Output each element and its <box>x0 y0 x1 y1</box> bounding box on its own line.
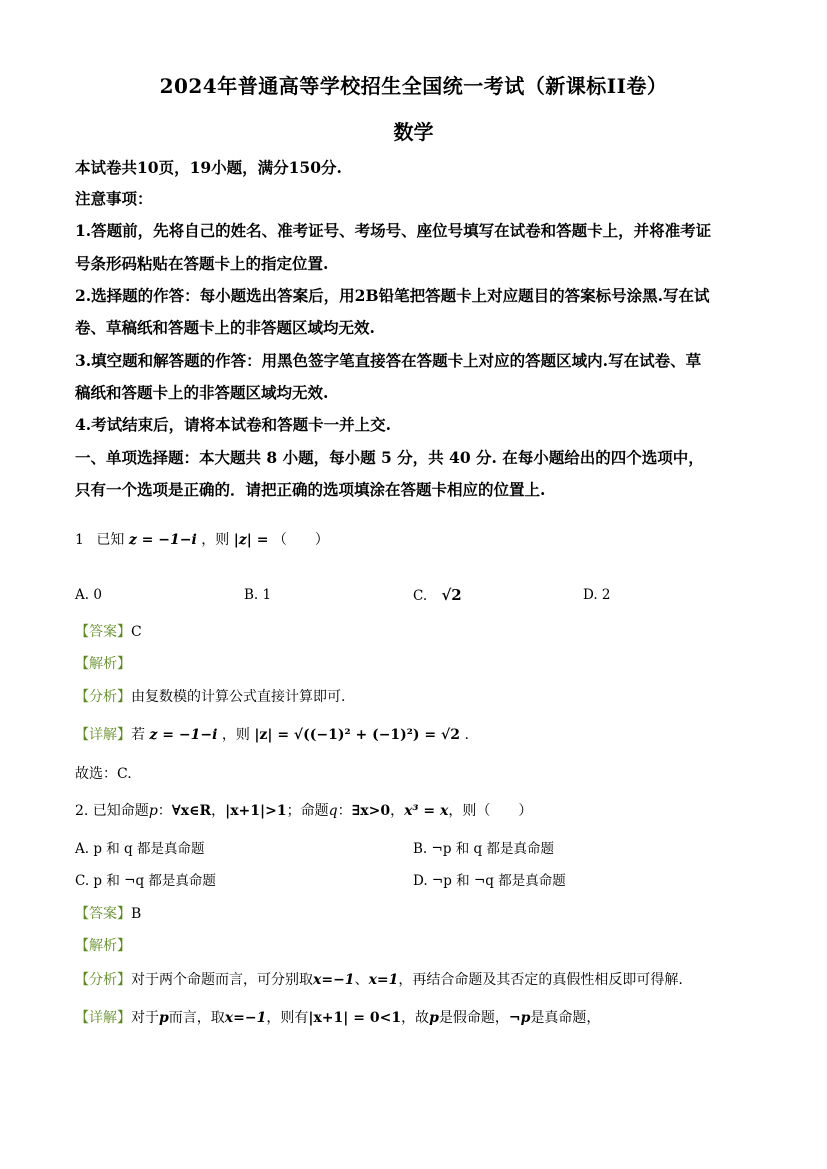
fenxi-text: 对于两个命题而言，可分别取 <box>131 972 313 988</box>
option-d: D. 2 <box>583 587 611 603</box>
stem-text: ， <box>390 803 405 819</box>
analysis-label-line <box>75 936 131 956</box>
question-2-stem <box>75 801 532 821</box>
question-1-stem <box>75 530 329 550</box>
fenxi-text: 、 <box>354 972 369 988</box>
math-expr: x=1 <box>368 972 399 988</box>
notice-1a: 1.答题前，先将自己的姓名、准考证号、考场号、座位号填写在试卷和答题卡上，并将准考证 <box>75 221 712 240</box>
math-var: p <box>148 803 158 819</box>
xiangjie-label: 【详解】 <box>75 727 131 743</box>
math-expr: ∃x>0 <box>351 803 391 819</box>
answer-value: B <box>131 906 142 922</box>
notice-1b: 号条形码粘贴在答题卡上的指定位置. <box>75 254 329 273</box>
xiangjie-text: ，则有 <box>266 1010 309 1026</box>
stem-paren: （ ） <box>272 532 329 548</box>
notice-4: 4.考试结束后，请将本试卷和答题卡一并上交. <box>75 415 392 434</box>
section-1b: 只有一个选项是正确的．请把正确的选项填涂在答题卡相应的位置上. <box>75 480 546 499</box>
fenxi-label: 【分析】 <box>75 689 131 705</box>
conclusion-line: 故选：C. <box>75 766 132 782</box>
xiangjie-end: . <box>464 727 469 743</box>
math-expr: |x+1| = 0<1 <box>308 1010 402 1026</box>
stem-text: ，则（ ） <box>448 803 533 819</box>
xiangjie-text: ，则 <box>221 727 250 743</box>
math-var: q <box>328 803 338 819</box>
analysis-label: 【解析】 <box>75 656 131 672</box>
option-a: A. 0 <box>75 587 102 603</box>
xiangjie-line <box>75 1008 600 1028</box>
xiangjie-text: 是假命题， <box>438 1010 509 1026</box>
math-expr: x=−1 <box>313 972 355 988</box>
xiangjie-text: ，故 <box>401 1010 430 1026</box>
option-c: C. p 和 ¬q 都是真命题 <box>75 873 216 889</box>
answer-line <box>75 622 142 642</box>
fenxi-text: 由复数模的计算公式直接计算即可. <box>131 689 346 705</box>
option-c <box>413 585 462 606</box>
math-expr: ∀x∈R <box>171 803 212 819</box>
section-1a: 一、单项选择题：本大题共 8 小题，每小题 5 分，共 40 分. 在每小题给出的四个选项中， <box>75 448 704 467</box>
analysis-label-line <box>75 654 131 674</box>
stem-text: 已知 <box>96 532 125 548</box>
option-b: B. 1 <box>244 587 272 603</box>
option-c-label: C. <box>413 588 428 604</box>
xiangjie-text: 是真命题， <box>530 1010 601 1026</box>
math-expr: ¬p <box>508 1010 531 1026</box>
answer-label: 【答案】 <box>75 906 131 922</box>
fenxi-line <box>75 970 683 990</box>
answer-line <box>75 904 141 924</box>
notice-3b: 稿纸和答题卡上的非答题区域均无效. <box>75 383 329 402</box>
notice-3a: 3.填空题和解答题的作答：用黑色签字笔直接答在答题卡上对应的答题区域内.写在试卷、草 <box>75 351 702 370</box>
option-c-value: √2 <box>441 586 462 604</box>
stem-text: ： <box>337 803 352 819</box>
answer-value: C <box>131 624 142 640</box>
math-calc: |z| = √((−1)² + (−1)²) = √2 <box>254 727 460 743</box>
notice-title: 注意事项： <box>75 189 153 208</box>
fenxi-line <box>75 687 345 707</box>
option-d: D. ¬p 和 ¬q 都是真命题 <box>413 873 566 889</box>
notice-2a: 2.选择题的作答：每小题选出答案后，用2B铅笔把答题卡上对应题目的答案标号涂黑.写在试 <box>75 286 710 305</box>
page-title: 2024年普通高等学校招生全国统一考试（新课标II卷） <box>159 74 668 98</box>
math-expr: x³ = x <box>404 803 449 819</box>
question-number: 1 <box>75 532 84 548</box>
stem-text: ；命题 <box>286 803 329 819</box>
stem-text: 2. 已知命题 <box>75 803 149 819</box>
subject-title: 数学 <box>393 120 434 144</box>
math-expr: z = −1−i <box>128 532 197 548</box>
notice-2b: 卷、草稿纸和答题卡上的非答题区域均无效. <box>75 318 375 337</box>
math-expr: |x+1|>1 <box>225 803 287 819</box>
math-var: p <box>159 1010 169 1026</box>
option-b: B. ¬p 和 q 都是真命题 <box>413 841 554 857</box>
analysis-label: 【解析】 <box>75 938 131 954</box>
stem-text: ： <box>157 803 172 819</box>
fenxi-text: ，再结合命题及其否定的真假性相反即可得解. <box>398 972 683 988</box>
xiangjie-text: 若 <box>131 727 145 743</box>
xiangjie-label: 【详解】 <box>75 1010 131 1026</box>
option-a: A. p 和 q 都是真命题 <box>75 841 205 857</box>
xiangjie-line <box>75 725 469 745</box>
answer-label: 【答案】 <box>75 624 131 640</box>
math-expr: |z| = <box>233 532 269 548</box>
xiangjie-text: 对于 <box>131 1010 159 1026</box>
xiangjie-text: 而言，取 <box>168 1010 225 1026</box>
math-expr: x=−1 <box>224 1010 267 1026</box>
intro-line: 本试卷共10页，19小题，满分150分. <box>75 158 342 177</box>
stem-text: ， <box>211 803 226 819</box>
fenxi-label: 【分析】 <box>75 972 131 988</box>
math-var: p <box>429 1010 439 1026</box>
stem-text: ，则 <box>201 532 230 548</box>
math-expr: z = −1−i <box>149 727 218 743</box>
